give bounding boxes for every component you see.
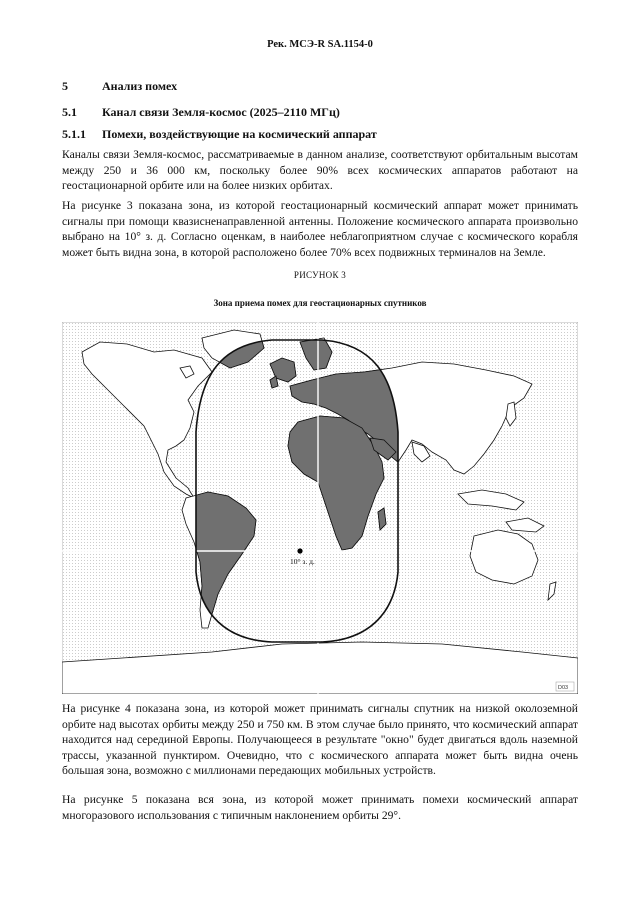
section-number: 5 bbox=[62, 79, 68, 93]
section-title: Канал связи Земля-космос (2025–2110 МГц) bbox=[102, 105, 340, 119]
section-title: Анализ помех bbox=[102, 79, 178, 93]
section-5-1-1-heading bbox=[62, 127, 377, 142]
world-map-svg bbox=[62, 322, 578, 694]
satellite-position-marker bbox=[297, 548, 302, 553]
section-5-1-heading bbox=[62, 105, 340, 120]
page-header: Рек. МСЭ-R SA.1154-0 bbox=[267, 39, 373, 50]
figure-map bbox=[62, 322, 578, 694]
section-number: 5.1 bbox=[62, 105, 77, 119]
figure-caption: Зона приема помех для геостационарных спутников bbox=[213, 298, 427, 308]
satellite-position-label: 10° з. д. bbox=[290, 557, 315, 566]
figure-code: D03 bbox=[558, 685, 569, 691]
section-5-heading bbox=[62, 79, 177, 94]
section-title: Помехи, воздействующие на космический аппарат bbox=[102, 127, 377, 141]
paragraph-3: На рисунке 4 показана зона, из которой может принимать сигналы спутник на низкой околоземной орбите над высотах орбиты между 250 и 750 км. В этом случае было принято, что космический аппарат находится над серединой Европы. Получающееся в результате "окно" будет двигаться вдоль наземной трассы, указанной пунктиром. Очевидно, что с космического аппарата может быть видна очень большая зона, возможно с миллионами передающих мобильных устройств. bbox=[62, 702, 578, 778]
paragraph-4: На рисунке 5 показана вся зона, из которой может принимать помехи космический аппарат многоразового использования с типичным наклонением орбиты 29°. bbox=[62, 793, 578, 822]
paragraph-2: На рисунке 3 показана зона, из которой геостационарный космический аппарат может принимать сигналы при помощи квазисненаправленной антенны. Положение космического аппарата произвольно выбрано на 10° з. д. Согласно оценкам, в наиболее неблагоприятном случае с космического корабля может быть видна зона, в которой расположено более 70% всех подвижных терминалов на Земле. bbox=[62, 199, 578, 259]
section-number: 5.1.1 bbox=[62, 127, 86, 141]
paragraph-1: Каналы связи Земля-космос, рассматриваемые в данном анализе, соответствуют орбитальным высотам между 250 и 36 000 км, поскольку более 90% всех космических аппаратов работают на геостационарной орбите или на более низких орбитах. bbox=[62, 148, 578, 193]
figure-label: РИСУНОК 3 bbox=[293, 270, 347, 280]
